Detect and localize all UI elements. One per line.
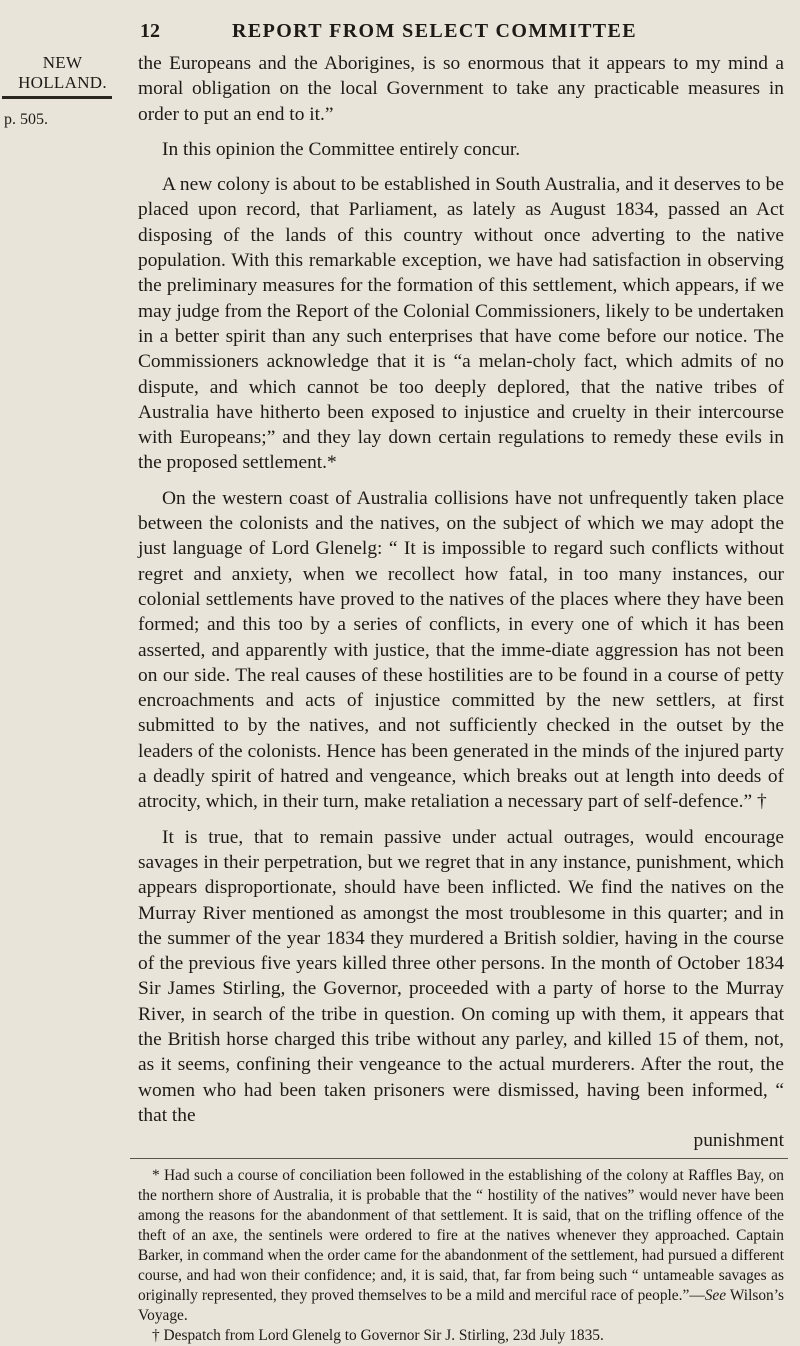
paragraph-committee-concur: In this opinion the Committee entirely concur. bbox=[162, 138, 521, 160]
page-number: 12 bbox=[140, 20, 160, 42]
margin-region-label bbox=[0, 53, 125, 93]
margin-region-line1: NEW bbox=[42, 53, 83, 72]
page-header bbox=[140, 20, 780, 46]
running-title: REPORT FROM SELECT COMMITTEE bbox=[232, 20, 638, 42]
paragraph-western-coast: On the western coast of Australia collisions have not unfrequently taken place between the colonists and the natives, on the subject of which we may adopt the just language of Lord Glenelg: “ It is impossible to regard such conflicts without regret and anxiety, when we recollect how fatal, in too many instances, our colonial settlements have proved to the natives of the places where they have been formed; and this too by a series of conflicts, in every one of which it has been asserted, and apparently with justice, that the imme-diate aggression has not been on our side. The real causes of these hostilities are to be found in a course of petty encroachments and acts of injustice committed by the new settlers, at first submitted to by the natives, and not sufficiently checked in the outset by the leaders of the colonists. Hence has been generated in the minds of the injured party a deadly spirit of hatred and vengeance, which breaks out at length into deeds of atrocity, which, in their turn, make retaliation a necessary part of self-defence.” † bbox=[138, 487, 784, 813]
margin-page-reference: p. 505. bbox=[4, 111, 48, 128]
footnote-star-see: See bbox=[704, 1287, 727, 1304]
footnote-star-source: Wilson’s Voyage. bbox=[138, 1287, 784, 1324]
footnote-star bbox=[138, 1166, 784, 1326]
footnotes bbox=[138, 1166, 784, 1346]
body-text bbox=[138, 51, 784, 1153]
catchword: punishment bbox=[693, 1130, 784, 1152]
paragraph-south-australia: A new colony is about to be established in South Australia, and it deserves to be placed upon record, that Parliament, as lately as August 1834, passed an Act disposing of the lands of this country without once adverting to the native population. With this remarkable exception, we have had satisfaction in observing the preliminary measures for the formation of this settlement, which appears, if we may judge from the Report of the Colonial Commissioners, likely to be undertaken in a better spirit than any such enterprises that have come before our notice. The Commissioners acknowledge that it is “a melan-choly fact, which admits of no dispute, and which cannot be too deeply deplored, that the native tribes of Australia have hitherto been exposed to injustice and cruelty in their intercourse with Europeans;” and they lay down certain regulations to remedy these evils in the proposed settlement.* bbox=[138, 174, 784, 474]
footnote-dagger: † Despatch from Lord Glenelg to Governor Sir J. Stirling, 23d July 1835. bbox=[152, 1327, 604, 1344]
footnote-rule bbox=[130, 1158, 788, 1159]
footnote-star-text: * Had such a course of conciliation been followed in the establishing of the colony at Raffles Bay, on the northern shore of Australia, it is probable that the “ hostility of the natives” would never have been among the reasons for the abandonment of that settlement. It is said, that on the trifling offence of the theft of an axe, the sentinels were ordered to fire at the natives whenever they approached. Captain Barker, in command when the order came for the abandonment of the settlement, had pursued a different course, and had won their confidence; and, it is said, that, far from being such “ untameable savages as originally represented, they proved themselves to be a mild and merciful race of people.”— bbox=[138, 1167, 784, 1304]
margin-rule bbox=[2, 96, 112, 99]
paragraph-continuation: the Europeans and the Aborigines, is so enormous that it appears to my mind a moral obligation on the local Government to take any practicable measures in order to put an end to it.” bbox=[138, 53, 784, 125]
margin-region-line2: HOLLAND. bbox=[18, 73, 107, 92]
paragraph-murray-river: It is true, that to remain passive under actual outrages, would encourage savages in their perpetration, but we regret that in any instance, punishment, which appears disproportionate, should have been inflicted. We find the natives on the Murray River mentioned as amongst the most troublesome in this quarter; and in the summer of the year 1834 they murdered a British soldier, having in the course of the previous five years killed three other persons. In the month of October 1834 Sir James Stirling, the Governor, proceeded with a party of horse to the Murray River, in search of the tribe in question. On coming up with them, it appears that the British horse charged this tribe without any parley, and killed 15 of them, not, as it seems, confining their vengeance to the actual murderers. After the rout, the women who had been taken prisoners were dismissed, having been informed, “ that the bbox=[138, 826, 784, 1126]
